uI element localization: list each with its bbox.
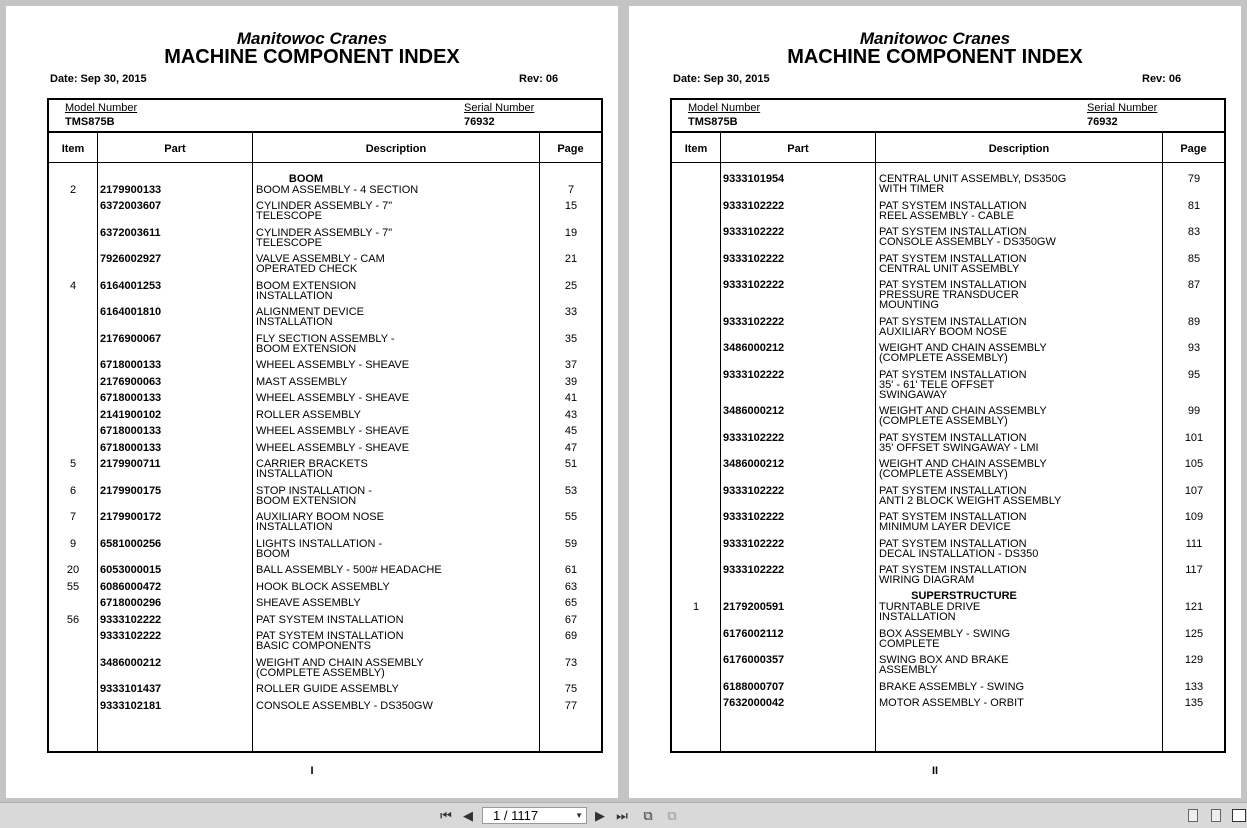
page-reference: 85 xyxy=(1187,253,1201,265)
page-reference: 75 xyxy=(564,683,578,695)
column-divider xyxy=(252,133,253,751)
page-reference: 41 xyxy=(564,392,578,404)
model-number-value: TMS875B xyxy=(65,116,115,128)
model-number-label: Model Number xyxy=(688,102,761,114)
page-reference: 111 xyxy=(1185,538,1203,550)
part-description: WEIGHT AND CHAIN ASSEMBLY (COMPLETE ASSEMBLY) xyxy=(879,458,1047,480)
column-header-description: Description xyxy=(365,143,427,155)
part-number: 2179900711 xyxy=(100,458,161,470)
page-reference: 125 xyxy=(1184,628,1204,640)
page-reference: 133 xyxy=(1184,681,1204,693)
part-description: CYLINDER ASSEMBLY - 7" TELESCOPE xyxy=(256,227,393,249)
company-name: Manitowoc Cranes xyxy=(236,29,388,48)
part-number: 3486000212 xyxy=(100,657,162,669)
page-reference: 83 xyxy=(1187,226,1201,238)
item-number: 9 xyxy=(69,538,77,550)
part-description: PAT SYSTEM INSTALLATION ANTI 2 BLOCK WEIGHT ASSEMBLY xyxy=(879,485,1062,507)
part-number: 9333102222 xyxy=(723,226,785,238)
document-revision: Rev: 06 xyxy=(1142,73,1182,85)
page-reference: 7 xyxy=(567,184,575,196)
page-footer-number: II xyxy=(931,765,939,777)
part-description: PAT SYSTEM INSTALLATION MINIMUM LAYER DEVICE xyxy=(879,511,1027,533)
part-number: 9333102222 xyxy=(100,614,162,626)
part-description: PAT SYSTEM INSTALLATION WIRING DIAGRAM xyxy=(879,564,1027,586)
page-reference: 53 xyxy=(564,485,578,497)
page-reference: 99 xyxy=(1187,405,1201,417)
item-number: 7 xyxy=(69,511,77,523)
part-description: HOOK BLOCK ASSEMBLY xyxy=(256,581,390,593)
component-table xyxy=(47,98,603,753)
column-header-row xyxy=(672,133,1224,163)
page-reference: 65 xyxy=(564,597,578,609)
part-number: 7632000042 xyxy=(723,697,785,709)
page-reference: 67 xyxy=(564,614,578,626)
page-reference: 35 xyxy=(564,333,578,345)
first-page-icon[interactable]: ⏮ xyxy=(440,808,452,823)
fit-page-icon[interactable]: ⧉ xyxy=(643,808,653,823)
part-description: ALIGNMENT DEVICE INSTALLATION xyxy=(256,306,364,328)
part-description: PAT SYSTEM INSTALLATION BASIC COMPONENTS xyxy=(256,630,404,652)
column-header-part: Part xyxy=(787,143,809,155)
serial-number-label: Serial Number xyxy=(464,102,535,114)
last-page-icon[interactable]: ⏭ xyxy=(616,808,628,823)
part-description: CENTRAL UNIT ASSEMBLY, DS350G WITH TIMER xyxy=(879,173,1067,195)
column-divider xyxy=(97,133,98,751)
model-serial-header xyxy=(672,100,1224,133)
page-reference: 135 xyxy=(1184,697,1204,709)
part-description: BRAKE ASSEMBLY - SWING xyxy=(879,681,1025,693)
page-reference: 25 xyxy=(564,280,578,292)
part-number: 6718000133 xyxy=(100,359,162,371)
part-description: WEIGHT AND CHAIN ASSEMBLY (COMPLETE ASSEMBLY) xyxy=(879,342,1047,364)
part-number: 6086000472 xyxy=(100,581,162,593)
page-reference: 73 xyxy=(564,657,578,669)
page-reference: 21 xyxy=(564,253,578,265)
page-reference: 95 xyxy=(1187,369,1201,381)
part-number: 6053000015 xyxy=(100,564,162,576)
serial-number-value: 76932 xyxy=(464,116,495,128)
part-number: 2179900133 xyxy=(100,184,162,196)
page-reference: 109 xyxy=(1184,511,1204,523)
part-number: 6176000357 xyxy=(723,654,785,666)
page-reference: 55 xyxy=(564,511,578,523)
part-description: PAT SYSTEM INSTALLATION 35' OFFSET SWINGAWAY - LMI xyxy=(879,432,1039,454)
part-number: 2141900102 xyxy=(100,409,162,421)
page-reference: 117 xyxy=(1185,564,1203,576)
model-number-label: Model Number xyxy=(65,102,138,114)
page-reference: 93 xyxy=(1187,342,1201,354)
part-number: 6718000133 xyxy=(100,392,162,404)
column-header-page: Page xyxy=(557,143,584,155)
serial-number-label: Serial Number xyxy=(1087,102,1158,114)
part-description: WEIGHT AND CHAIN ASSEMBLY (COMPLETE ASSEMBLY) xyxy=(879,405,1047,427)
part-description: PAT SYSTEM INSTALLATION xyxy=(256,614,404,626)
part-description: WHEEL ASSEMBLY - SHEAVE xyxy=(256,359,410,371)
part-description: PAT SYSTEM INSTALLATION CENTRAL UNIT ASSEMBLY xyxy=(879,253,1027,275)
part-description: WEIGHT AND CHAIN ASSEMBLY (COMPLETE ASSEMBLY) xyxy=(256,657,424,679)
model-number-value: TMS875B xyxy=(688,116,738,128)
part-number: 2179900175 xyxy=(100,485,162,497)
part-description: CYLINDER ASSEMBLY - 7" TELESCOPE xyxy=(256,200,393,222)
part-number: 3486000212 xyxy=(723,405,785,417)
part-number: 9333102222 xyxy=(723,316,785,328)
part-number: 6372003611 xyxy=(100,227,161,239)
page-reference: 45 xyxy=(564,425,578,437)
column-divider xyxy=(720,133,721,751)
part-description: WHEEL ASSEMBLY - SHEAVE xyxy=(256,442,410,454)
page-reference: 101 xyxy=(1184,432,1204,444)
part-description: WHEEL ASSEMBLY - SHEAVE xyxy=(256,392,410,404)
two-page-view-icon[interactable] xyxy=(1232,809,1246,822)
part-description: PAT SYSTEM INSTALLATION CONSOLE ASSEMBLY - DS350GW xyxy=(879,226,1056,248)
page-reference: 61 xyxy=(564,564,578,576)
part-description: CARRIER BRACKETS INSTALLATION xyxy=(256,458,368,480)
page-reference: 15 xyxy=(564,200,578,212)
part-number: 6718000133 xyxy=(100,442,162,454)
next-page-icon[interactable]: ▶ xyxy=(595,808,605,823)
document-revision: Rev: 06 xyxy=(519,73,559,85)
item-number: 1 xyxy=(692,601,700,613)
part-description: SHEAVE ASSEMBLY xyxy=(256,597,361,609)
page-reference: 39 xyxy=(564,376,578,388)
prev-page-icon[interactable]: ◀ xyxy=(463,808,473,823)
page-reference: 105 xyxy=(1184,458,1204,470)
column-header-description: Description xyxy=(988,143,1050,155)
page-number-input[interactable] xyxy=(482,807,587,824)
part-number: 2176900063 xyxy=(100,376,162,388)
column-divider xyxy=(1162,133,1163,751)
page-reference: 51 xyxy=(564,458,578,470)
part-number: 9333102222 xyxy=(723,200,785,212)
document-page-right xyxy=(629,6,1241,798)
page-reference: 121 xyxy=(1184,601,1204,613)
document-title: MACHINE COMPONENT INDEX xyxy=(787,46,1083,68)
document-title: MACHINE COMPONENT INDEX xyxy=(164,46,460,68)
company-name: Manitowoc Cranes xyxy=(859,29,1011,48)
part-description: WHEEL ASSEMBLY - SHEAVE xyxy=(256,425,410,437)
item-number: 2 xyxy=(69,184,77,196)
part-number: 2176900067 xyxy=(100,333,162,345)
part-number: 9333102222 xyxy=(723,485,785,497)
item-number: 56 xyxy=(66,614,80,626)
item-number: 4 xyxy=(69,280,77,292)
document-page-left xyxy=(6,6,618,798)
part-number: 7926002927 xyxy=(100,253,162,265)
page-reference: 87 xyxy=(1187,279,1201,291)
part-number: 6188000707 xyxy=(723,681,785,693)
column-header-row xyxy=(49,133,601,163)
part-number: 9333102222 xyxy=(723,369,785,381)
item-number: 5 xyxy=(69,458,77,470)
document-date: Date: Sep 30, 2015 xyxy=(50,73,147,85)
item-number: 6 xyxy=(69,485,77,497)
part-number: 9333102222 xyxy=(723,538,785,550)
part-number: 2179900172 xyxy=(100,511,162,523)
part-description: BOOM EXTENSION INSTALLATION xyxy=(256,280,357,302)
part-number: 6164001253 xyxy=(100,280,162,292)
page-footer-number: I xyxy=(310,765,314,777)
page-header xyxy=(629,30,1241,67)
fit-width-icon[interactable]: ⧉ xyxy=(667,808,677,823)
column-header-part: Part xyxy=(164,143,186,155)
document-date: Date: Sep 30, 2015 xyxy=(673,73,770,85)
page-header xyxy=(6,30,618,67)
part-number: 3486000212 xyxy=(723,458,785,470)
column-header-item: Item xyxy=(684,143,708,155)
part-number: 9333102222 xyxy=(723,279,785,291)
part-number: 9333102222 xyxy=(723,511,785,523)
part-number: 9333102222 xyxy=(100,630,162,642)
column-header-page: Page xyxy=(1180,143,1207,155)
page-indicator-text: 1 / 1117 xyxy=(493,808,539,823)
part-description: ROLLER GUIDE ASSEMBLY xyxy=(256,683,399,695)
part-description: LIGHTS INSTALLATION - BOOM xyxy=(256,538,383,560)
part-description: PAT SYSTEM INSTALLATION DECAL INSTALLATION - DS350 xyxy=(879,538,1039,560)
part-description: PAT SYSTEM INSTALLATION 35' - 61' TELE OFFSET SWINGAWAY xyxy=(879,369,1027,401)
part-number: 6164001810 xyxy=(100,306,162,318)
continuous-view-icon[interactable] xyxy=(1211,809,1221,822)
part-number: 2179200591 xyxy=(723,601,785,613)
page-reference: 37 xyxy=(564,359,578,371)
part-number: 9333102222 xyxy=(723,564,785,576)
part-description: MOTOR ASSEMBLY - ORBIT xyxy=(879,697,1024,709)
chevron-down-icon[interactable]: ▼ xyxy=(575,811,583,820)
page-reference: 59 xyxy=(564,538,578,550)
part-description: PAT SYSTEM INSTALLATION REEL ASSEMBLY - CABLE xyxy=(879,200,1027,222)
page-reference: 69 xyxy=(564,630,578,642)
part-description: MAST ASSEMBLY xyxy=(256,376,348,388)
part-description: PAT SYSTEM INSTALLATION PRESSURE TRANSDUCER MOUNTING xyxy=(879,279,1027,311)
part-number: 3486000212 xyxy=(723,342,785,354)
page-reference: 19 xyxy=(564,227,578,239)
part-number: 6718000133 xyxy=(100,425,162,437)
part-number: 9333101437 xyxy=(100,683,162,695)
part-number: 6718000296 xyxy=(100,597,162,609)
part-number: 6372003607 xyxy=(100,200,162,212)
part-number: 9333102222 xyxy=(723,432,785,444)
part-description: TURNTABLE DRIVE INSTALLATION xyxy=(879,601,981,623)
section-heading: SUPERSTRUCTURE xyxy=(911,590,1017,602)
part-description: VALVE ASSEMBLY - CAM OPERATED CHECK xyxy=(256,253,385,275)
part-number: 6581000256 xyxy=(100,538,162,550)
part-description: AUXILIARY BOOM NOSE INSTALLATION xyxy=(256,511,384,533)
model-serial-header xyxy=(49,100,601,133)
page-reference: 79 xyxy=(1187,173,1201,185)
page-reference: 33 xyxy=(564,306,578,318)
page-reference: 81 xyxy=(1187,200,1201,212)
page-reference: 47 xyxy=(564,442,578,454)
item-number: 20 xyxy=(66,564,80,576)
page-reference: 89 xyxy=(1187,316,1201,328)
part-description: BALL ASSEMBLY - 500# HEADACHE xyxy=(256,564,442,576)
part-description: ROLLER ASSEMBLY xyxy=(256,409,361,421)
part-number: 6176002112 xyxy=(723,628,784,640)
part-description: PAT SYSTEM INSTALLATION AUXILIARY BOOM NOSE xyxy=(879,316,1027,338)
part-number: 9333102222 xyxy=(723,253,785,265)
serial-number-value: 76932 xyxy=(1087,116,1118,128)
part-description: STOP INSTALLATION - BOOM EXTENSION xyxy=(256,485,372,507)
viewer-toolbar xyxy=(0,802,1247,828)
part-description: CONSOLE ASSEMBLY - DS350GW xyxy=(256,700,433,712)
item-number: 55 xyxy=(66,581,80,593)
column-divider xyxy=(539,133,540,751)
column-divider xyxy=(875,133,876,751)
part-number: 9333101954 xyxy=(723,173,785,185)
part-number: 9333102181 xyxy=(100,700,162,712)
part-description: BOOM ASSEMBLY - 4 SECTION xyxy=(256,184,419,196)
part-description: SWING BOX AND BRAKE ASSEMBLY xyxy=(879,654,1009,676)
single-page-view-icon[interactable] xyxy=(1188,809,1198,822)
page-reference: 63 xyxy=(564,581,578,593)
page-reference: 107 xyxy=(1184,485,1204,497)
part-description: BOX ASSEMBLY - SWING COMPLETE xyxy=(879,628,1011,650)
component-table xyxy=(670,98,1226,753)
column-header-item: Item xyxy=(61,143,85,155)
page-reference: 77 xyxy=(564,700,578,712)
section-heading: BOOM xyxy=(288,173,324,185)
page-reference: 129 xyxy=(1184,654,1204,666)
page-reference: 43 xyxy=(564,409,578,421)
part-description: FLY SECTION ASSEMBLY - BOOM EXTENSION xyxy=(256,333,395,355)
